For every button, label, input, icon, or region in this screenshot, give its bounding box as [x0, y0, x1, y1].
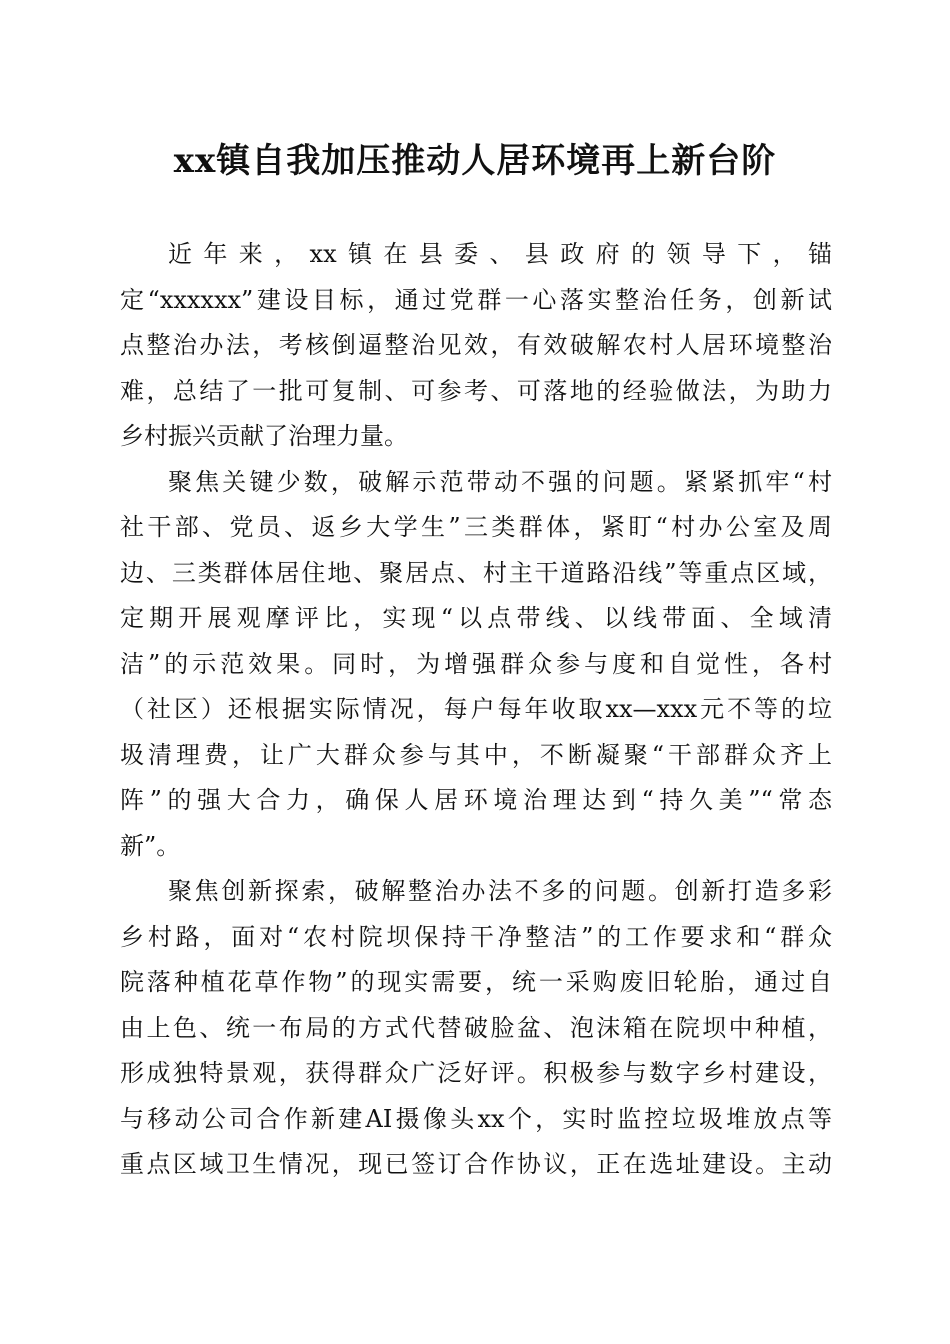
paragraph-2-line-4: 定期开展观摩评比，实现“以点带线、以线带面、全域清 — [120, 604, 832, 632]
paragraph-2-line-7: 圾清理费，让广大群众参与其中，不断凝聚“干部群众齐上 — [120, 740, 832, 769]
paragraph-2-line-8: 阵”的强大合力，确保人居环境治理达到“持久美”“常态 — [120, 786, 832, 814]
paragraph-2-line-9: 新”。 — [120, 831, 181, 860]
paragraph-2-line-5: 洁”的示范效果。同时，为增强群众参与度和自觉性，各村 — [120, 649, 832, 678]
paragraph-2-line-1: 聚焦关键少数，破解示范带动不强的问题。紧紧抓牢“村 — [168, 467, 832, 496]
paragraph-2-line-3: 边、三类群体居住地、聚居点、村主干道路沿线”等重点区域， — [120, 558, 832, 587]
document-title: xx镇自我加压推动人居环境再上新台阶 — [173, 141, 777, 181]
paragraph-3-line-5: 形成独特景观，获得群众广泛好评。积极参与数字乡村建设， — [120, 1059, 832, 1087]
paragraph-2-line-2: 社干部、党员、返乡大学生”三类群体，紧盯“村办公室及周 — [120, 513, 832, 541]
paragraph-3-line-4: 由上色、统一布局的方式代替破脸盆、泡沫箱在院坝中种植， — [120, 1013, 832, 1042]
paragraph-3-line-2: 乡村路，面对“农村院坝保持干净整洁”的工作要求和“群众 — [120, 922, 832, 951]
paragraph-1-line-5: 乡村振兴贡献了治理力量。 — [120, 422, 408, 450]
paragraph-1-line-2: 定“xxxxxx”建设目标，通过党群一心落实整治任务，创新试 — [120, 285, 832, 314]
document-body — [120, 232, 832, 1188]
paragraph-3-line-6: 与移动公司合作新建AI摄像头xx个，实时监控垃圾堆放点等 — [120, 1104, 832, 1133]
paragraph-2-line-6: （社区）还根据实际情况，每户每年收取xx—xxx元不等的垃 — [120, 695, 832, 723]
paragraph-3-line-7: 重点区域卫生情况，现已签订合作协议，正在选址建设。主动 — [120, 1150, 832, 1178]
paragraph-1-line-3: 点整治办法，考核倒逼整治见效，有效破解农村人居环境整治 — [120, 331, 832, 359]
paragraph-1-line-1: 近年来，xx镇在县委、县政府的领导下，锚 — [168, 240, 832, 268]
paragraph-3-line-1: 聚焦创新探索，破解整治办法不多的问题。创新打造多彩 — [168, 877, 832, 905]
paragraph-3-line-3: 院落种植花草作物”的现实需要，统一采购废旧轮胎，通过自 — [120, 968, 832, 996]
paragraph-1-line-4: 难，总结了一批可复制、可参考、可落地的经验做法，为助力 — [120, 376, 832, 405]
